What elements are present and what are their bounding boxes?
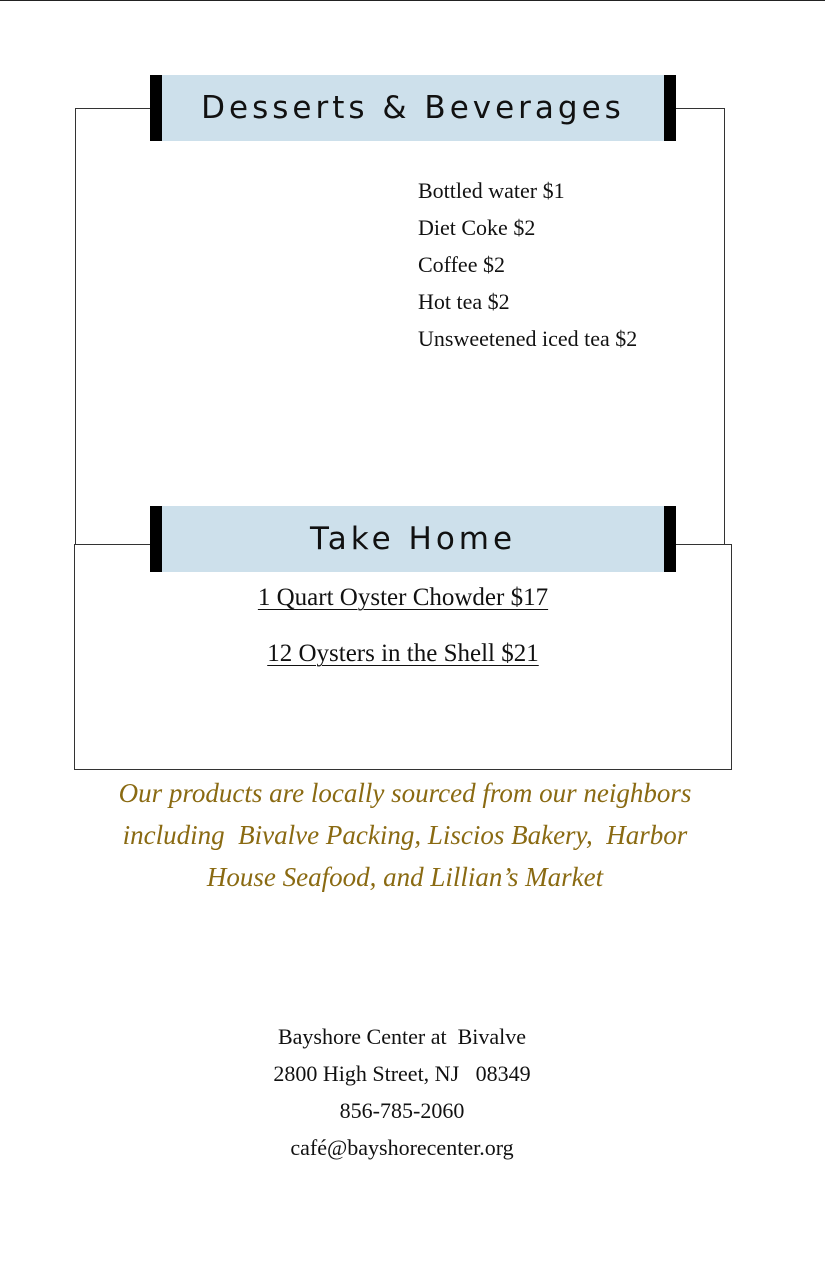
venue-email: café@bayshorecenter.org	[290, 1135, 514, 1160]
list-item	[74, 640, 732, 696]
top-rule	[0, 0, 825, 1]
desserts-beverages-title: Desserts & Beverages	[201, 90, 625, 126]
take-home-list	[74, 584, 732, 696]
take-home-item-label: 1 Quart Oyster Chowder $17	[257, 584, 549, 611]
sourcing-line-3: House Seafood, and Lillian’s Market	[206, 862, 604, 892]
beverage-list	[418, 172, 637, 357]
sourcing-line-2: including Bivalve Packing, Liscios Bakery, Harbor	[122, 820, 688, 850]
list-item: Bottled water $1	[418, 178, 565, 203]
sourcing-line-1: Our products are locally sourced from our neighbors	[118, 778, 692, 808]
sourcing-note	[75, 772, 735, 898]
list-item	[74, 584, 732, 640]
take-home-heading	[150, 506, 676, 572]
list-item: Unsweetened iced tea $2	[418, 326, 638, 351]
venue-address: 2800 High Street, NJ 08349	[273, 1061, 531, 1086]
contact-block	[200, 1018, 604, 1166]
list-item: Diet Coke $2	[418, 215, 536, 240]
desserts-beverages-heading	[150, 75, 676, 141]
venue-name: Bayshore Center at Bivalve	[277, 1024, 527, 1049]
venue-phone: 856-785-2060	[339, 1098, 465, 1123]
list-item: Hot tea $2	[418, 289, 510, 314]
take-home-item-label: 12 Oysters in the Shell $21	[267, 640, 539, 667]
list-item: Coffee $2	[418, 252, 505, 277]
take-home-title: Take Home	[309, 521, 517, 557]
